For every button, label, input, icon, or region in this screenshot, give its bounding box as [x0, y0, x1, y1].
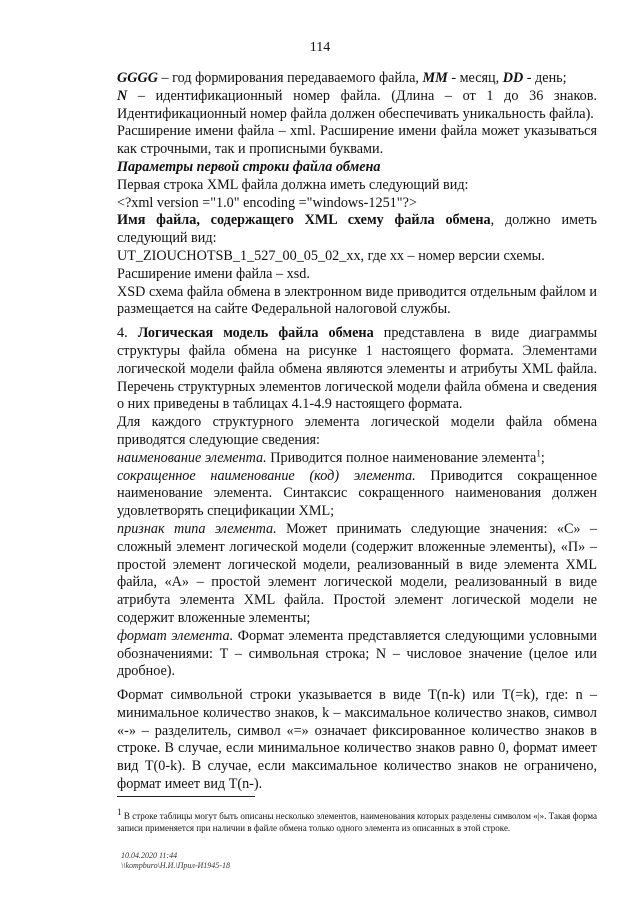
logical-model-text: представлена в виде диаграммы структуры файла обмена на рисунке 1 настоящего формата. Элементами логической модели файла обмена являются элементы и атрибуты XML файла. Перечень структурных элементов логической модели файла обмена и сведения о них приведены в таблицах 4.1-4.9 настоящего формата. — [117, 325, 598, 413]
type-sign-text: Может принимать следующие значения: «С» – сложный элемент логической модели (содержит вложенные элементы), «П» – простой элемент логической модели, реализованный в виде элемента XML файла, «А» – простой элемент логической модели, реализованный в виде атрибута элемента XML файла. Простой элемент логической модели не содержит вложенные элементы; — [117, 520, 597, 626]
document-body — [117, 70, 597, 794]
paragraph-n — [117, 88, 597, 124]
text-n: – идентификационный номер файла. (Длина – от 1 до 36 знаков. Идентификационный номер файла должен обеспечивать уникальность файла). — [117, 87, 597, 122]
text-dd: - день; — [523, 70, 567, 86]
stamp-date: 10.04.2020 11:44 — [121, 851, 178, 860]
format-term: формат элемента. — [117, 627, 234, 644]
section-heading-first-line — [117, 159, 597, 177]
stamp-path: \\kompburo\Н.И.\Прил-И1945-18 — [121, 861, 230, 870]
paragraph-schema-name — [117, 212, 597, 248]
paragraph-logical-model — [117, 325, 597, 414]
paragraph-type-sign — [117, 521, 597, 628]
term-n: N — [117, 87, 128, 104]
text-gggg: – год формирования передаваемого файла, — [157, 70, 423, 86]
paragraph-each-element: Для каждого структурного элемента логической модели файла обмена приводятся следующие сведения: — [117, 414, 597, 448]
footnote — [117, 807, 597, 834]
term-mm: MM — [422, 70, 448, 86]
print-stamp — [121, 851, 230, 871]
type-sign-term: признак типа элемента. — [117, 520, 277, 537]
term-gggg: GGGG — [117, 70, 158, 86]
element-name-end: ; — [540, 449, 545, 466]
footnote-text: В строке таблицы могут быть описаны несколько элементов, наименования которых разделены символом «|». Такая форма записи применяется при наличии в файле обмена только одного элемента из описанных в этой строке. — [117, 811, 597, 833]
paragraph-first-line: Первая строка XML файла должна иметь следующий вид: — [117, 176, 469, 193]
schema-name-text: , должно иметь следующий вид: — [117, 212, 597, 247]
short-name-term: сокращенное наименование (код) элемента. — [117, 467, 416, 484]
footnote-mark: 1 — [117, 807, 122, 817]
paragraph-format — [117, 628, 597, 681]
paragraph-gggg — [117, 70, 597, 88]
footnote-ref: 1 — [536, 448, 541, 458]
format-text: Формат элемента представляется следующими условными обозначениями: Т – символьная строка; N – числовое значение (целое или дробное). — [117, 627, 597, 680]
footnote-divider — [117, 796, 255, 797]
term-dd: DD — [502, 70, 524, 86]
paragraph-extension-xsd: Расширение имени файла – xsd. — [117, 265, 310, 282]
element-name-term: наименование элемента. — [117, 449, 267, 466]
schema-file-name: UT_ZIOUCHOTSB_1_527_00_05_02_xx, где хх – номер версии схемы. — [117, 247, 545, 264]
paragraph-string-format: Формат символьной строки указывается в виде Т(n-k) или Т(=k), где: n – минимальное количество знаков, k – максимальное количество знаков, символ «-» – разделитель, символ «=» означает фиксированное количество знаков в строке. В случае, если минимальное количество знаков равно 0, формат имеет вид Т(0-k). В случае, если максимальное количество знаков не ограничено, формат имеет вид Т(n-). — [117, 687, 597, 793]
paragraph-xsd-schema: XSD схема файла обмена в электронном виде приводится отдельным файлом и размещается на сайте Федеральной налоговой службы. — [117, 283, 597, 318]
element-name-text: Приводится полное наименование элемента — [266, 449, 537, 466]
paragraph-short-name — [117, 468, 597, 521]
paragraph-element-name — [117, 450, 597, 468]
heading-text: Параметры первой строки файла обмена — [117, 158, 381, 175]
schema-name-bold: Имя файла, содержащего XML схему файла обмена — [117, 212, 491, 229]
item-number: 4. — [117, 325, 138, 342]
page-number: 114 — [309, 40, 331, 55]
xml-declaration: <?xml version ="1.0" encoding ="windows-1251"?> — [117, 194, 417, 211]
text-mm: - месяц, — [447, 70, 503, 86]
paragraph-extension-xml: Расширение имени файла – xml. Расширение имени файла может указываться как строчными, так и прописными буквами. — [117, 123, 597, 158]
logical-model-bold: Логическая модель файла обмена — [137, 325, 374, 342]
short-name-text: Приводится сокращенное наименование элемента. Синтаксис сокращенного наименования должен удовлетворять спецификации XML; — [117, 467, 597, 520]
